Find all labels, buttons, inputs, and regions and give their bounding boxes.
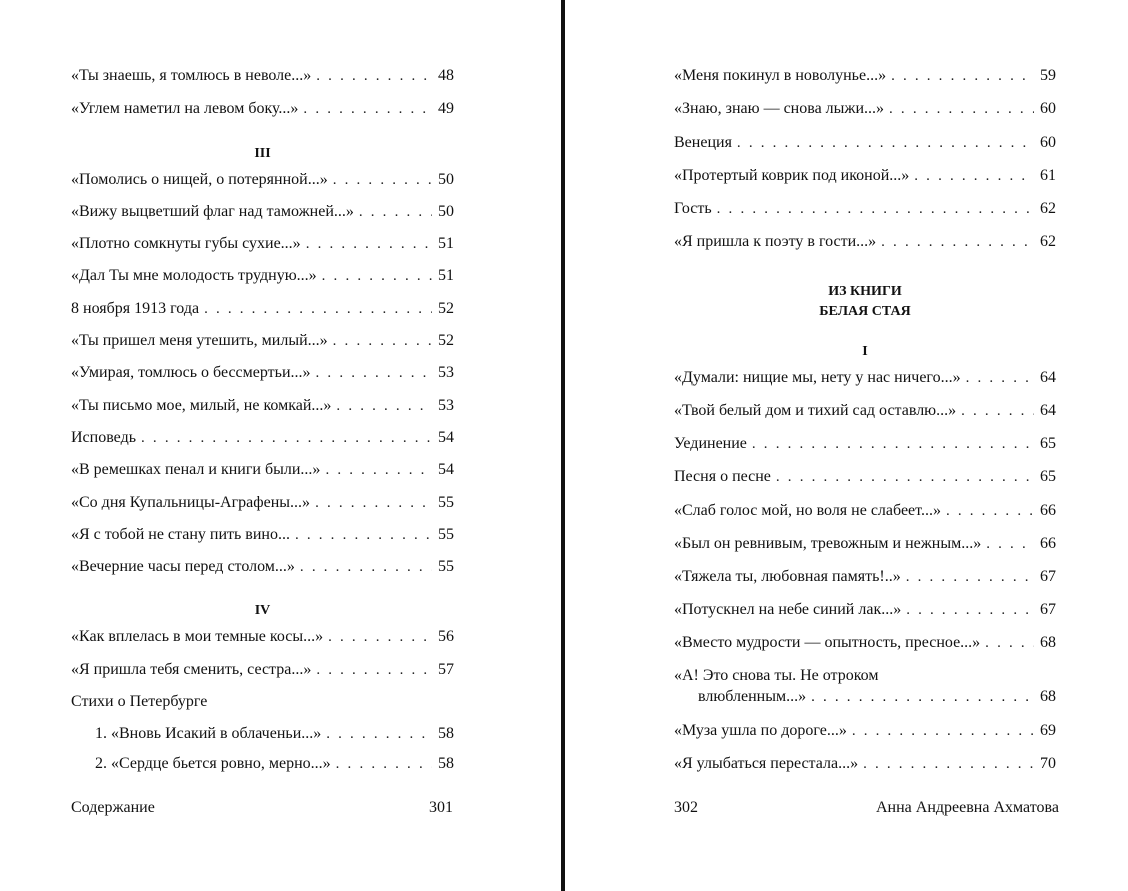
entry-page: 55 bbox=[438, 494, 454, 511]
toc-entry bbox=[71, 361, 454, 383]
toc-entry bbox=[71, 64, 454, 86]
entry-title: «Я пришла к поэту в гости...» bbox=[674, 233, 877, 250]
dot-leader bbox=[906, 567, 1034, 587]
entry-page: 52 bbox=[438, 300, 454, 317]
entry-title: «Умирая, томлюсь о бессмертьи...» bbox=[71, 364, 311, 381]
toc-entry bbox=[71, 168, 454, 190]
section-heading-i: I bbox=[862, 344, 868, 359]
toc-entry bbox=[95, 752, 454, 774]
toc-entry bbox=[71, 523, 454, 545]
entry-title: «Со дня Купальницы-Аграфены...» bbox=[71, 494, 311, 511]
entry-page: 66 bbox=[1040, 535, 1056, 552]
entry-page: 55 bbox=[438, 558, 454, 575]
dot-leader bbox=[889, 99, 1034, 119]
dot-leader bbox=[891, 66, 1034, 86]
book-heading-line1: ИЗ КНИГИ bbox=[828, 284, 902, 299]
entry-title: «Муза ушла по дороге...» bbox=[674, 722, 847, 739]
entry-page: 65 bbox=[1040, 435, 1056, 452]
toc-entry bbox=[674, 631, 1056, 653]
book-spine-divider bbox=[561, 0, 565, 891]
toc-entry bbox=[674, 64, 1056, 86]
dot-leader bbox=[325, 460, 432, 480]
toc-entry bbox=[674, 197, 1056, 219]
entry-page: 50 bbox=[438, 203, 454, 220]
entry-page: 56 bbox=[438, 628, 454, 645]
dot-leader bbox=[316, 363, 432, 383]
entry-title: «Твой белый дом и тихий сад оставлю...» bbox=[674, 402, 957, 419]
entry-title: «Знаю, знаю — снова лыжи...» bbox=[674, 100, 885, 117]
entry-page: 54 bbox=[438, 429, 454, 446]
entry-page: 65 bbox=[1040, 468, 1056, 485]
dot-leader bbox=[336, 396, 432, 416]
toc-entry bbox=[674, 230, 1056, 252]
entry-page: 62 bbox=[1040, 233, 1056, 250]
entry-page: 64 bbox=[1040, 402, 1056, 419]
dot-leader bbox=[333, 331, 432, 351]
toc-entry bbox=[674, 598, 1056, 620]
entry-page: 58 bbox=[438, 755, 454, 772]
entry-page: 55 bbox=[438, 526, 454, 543]
dot-leader bbox=[863, 754, 1034, 774]
dot-leader bbox=[141, 428, 432, 448]
entry-title: «Я пришла тебя сменить, сестра...» bbox=[71, 661, 312, 678]
toc-entry bbox=[71, 625, 454, 647]
dot-leader bbox=[316, 66, 432, 86]
entry-page: 70 bbox=[1040, 755, 1056, 772]
entry-page: 59 bbox=[1040, 67, 1056, 84]
entry-page: 62 bbox=[1040, 200, 1056, 217]
entry-title: «Тяжела ты, любовная память!..» bbox=[674, 568, 901, 585]
group-title: Стихи о Петербурге bbox=[71, 693, 208, 710]
toc-entry bbox=[674, 532, 1056, 554]
entry-title: «Вечерние часы перед столом...» bbox=[71, 558, 295, 575]
dot-leader bbox=[914, 166, 1034, 186]
entry-title: «Ты письмо мое, милый, не комкай...» bbox=[71, 397, 332, 414]
toc-entry bbox=[71, 329, 454, 351]
entry-page: 54 bbox=[438, 461, 454, 478]
entry-title: «Потускнел на небе синий лак...» bbox=[674, 601, 902, 618]
entry-title: Уединение bbox=[674, 435, 747, 452]
toc-entry bbox=[674, 565, 1056, 587]
toc-entry bbox=[71, 458, 454, 480]
toc-entry bbox=[95, 722, 454, 744]
entry-page: 58 bbox=[438, 725, 454, 742]
toc-entry bbox=[674, 164, 1056, 186]
page-number: 302 bbox=[674, 799, 698, 816]
entry-title: «Ты пришел меня утешить, милый...» bbox=[71, 332, 328, 349]
toc-group-title bbox=[71, 690, 454, 712]
toc-entry bbox=[71, 394, 454, 416]
entry-page: 48 bbox=[438, 67, 454, 84]
toc-entry bbox=[674, 97, 1056, 119]
dot-leader bbox=[752, 434, 1034, 454]
dot-leader bbox=[986, 534, 1034, 554]
entry-title: «Думали: нищие мы, нету у нас ничего...» bbox=[674, 369, 961, 386]
dot-leader bbox=[315, 493, 432, 513]
entry-title-line2: влюбленным...» bbox=[698, 688, 807, 705]
entry-page: 67 bbox=[1040, 568, 1056, 585]
dot-leader bbox=[300, 557, 432, 577]
entry-title: «Я улыбаться перестала...» bbox=[674, 755, 859, 772]
section-heading-iv: IV bbox=[254, 603, 271, 618]
entry-page: 68 bbox=[1040, 688, 1056, 705]
right-page bbox=[566, 0, 1128, 891]
entry-title: 8 ноября 1913 года bbox=[71, 300, 200, 317]
dot-leader bbox=[322, 266, 432, 286]
entry-page: 52 bbox=[438, 332, 454, 349]
dot-leader bbox=[946, 501, 1034, 521]
left-page bbox=[0, 0, 562, 891]
toc-entry bbox=[71, 297, 454, 319]
dot-leader bbox=[906, 600, 1034, 620]
toc-entry-wrapped bbox=[674, 665, 1056, 707]
entry-title: Венеция bbox=[674, 134, 732, 151]
entry-page: 49 bbox=[438, 100, 454, 117]
toc-entry bbox=[674, 752, 1056, 774]
toc-entry bbox=[674, 465, 1056, 487]
running-title: Содержание bbox=[71, 799, 155, 816]
entry-title: Песня о песне bbox=[674, 468, 771, 485]
running-title: Анна Андреевна Ахматова bbox=[876, 799, 1059, 816]
entry-title: «Был он ревнивым, тревожным и нежным...» bbox=[674, 535, 982, 552]
dot-leader bbox=[359, 202, 432, 222]
dot-leader bbox=[328, 627, 432, 647]
dot-leader bbox=[811, 687, 1034, 707]
entry-page: 61 bbox=[1040, 167, 1056, 184]
dot-leader bbox=[336, 754, 432, 774]
entry-title-line1: «А! Это снова ты. Не отроком bbox=[674, 667, 879, 684]
toc-entry bbox=[674, 719, 1056, 741]
entry-title: «Плотно сомкнуты губы сухие...» bbox=[71, 235, 301, 252]
toc-entry bbox=[674, 131, 1056, 153]
dot-leader bbox=[966, 368, 1034, 388]
dot-leader bbox=[204, 299, 432, 319]
dot-leader bbox=[303, 99, 432, 119]
entry-page: 64 bbox=[1040, 369, 1056, 386]
entry-page: 60 bbox=[1040, 134, 1056, 151]
entry-line2 bbox=[674, 686, 1056, 707]
entry-page: 68 bbox=[1040, 634, 1056, 651]
entry-title: «Слаб голос мой, но воля не слабеет...» bbox=[674, 502, 941, 519]
entry-title: «Вместо мудрости — опытность, пресное...» bbox=[674, 634, 981, 651]
entry-title: 2. «Сердце бьется ровно, мерно...» bbox=[95, 755, 331, 772]
toc-entry bbox=[71, 232, 454, 254]
toc-entry bbox=[71, 555, 454, 577]
entry-page: 51 bbox=[438, 235, 454, 252]
dot-leader bbox=[717, 199, 1034, 219]
dot-leader bbox=[776, 467, 1034, 487]
dot-leader bbox=[295, 525, 432, 545]
toc-entry bbox=[71, 264, 454, 286]
toc-entry bbox=[71, 97, 454, 119]
dot-leader bbox=[852, 721, 1034, 741]
entry-title: Гость bbox=[674, 200, 712, 217]
entry-title: «Дал Ты мне молодость трудную...» bbox=[71, 267, 317, 284]
entry-title: «Я с тобой не стану пить вино... bbox=[71, 526, 290, 543]
entry-page: 69 bbox=[1040, 722, 1056, 739]
dot-leader bbox=[961, 401, 1034, 421]
entry-page: 53 bbox=[438, 364, 454, 381]
dot-leader bbox=[316, 660, 432, 680]
toc-entry bbox=[674, 366, 1056, 388]
toc-entry bbox=[674, 432, 1056, 454]
book-heading-line2: БЕЛАЯ СТАЯ bbox=[819, 304, 911, 319]
entry-title: Исповедь bbox=[71, 429, 137, 446]
dot-leader bbox=[985, 633, 1034, 653]
entry-page: 51 bbox=[438, 267, 454, 284]
entry-title: «Протертый коврик под иконой...» bbox=[674, 167, 910, 184]
page-number: 301 bbox=[429, 799, 453, 816]
entry-title: «Вижу выцветший флаг над таможней...» bbox=[71, 203, 354, 220]
dot-leader bbox=[737, 133, 1034, 153]
dot-leader bbox=[306, 234, 432, 254]
dot-leader bbox=[326, 724, 432, 744]
entry-page: 66 bbox=[1040, 502, 1056, 519]
entry-title: «Углем наметил на левом боку...» bbox=[71, 100, 299, 117]
entry-page: 50 bbox=[438, 171, 454, 188]
entry-title: «Ты знаешь, я томлюсь в неволе...» bbox=[71, 67, 312, 84]
entry-title: 1. «Вновь Исакий в облаченьи...» bbox=[95, 725, 322, 742]
entry-page: 60 bbox=[1040, 100, 1056, 117]
dot-leader bbox=[881, 232, 1034, 252]
entry-title: «В ремешках пенал и книги были...» bbox=[71, 461, 321, 478]
toc-entry bbox=[71, 426, 454, 448]
entry-title: «Помолись о нищей, о потерянной...» bbox=[71, 171, 328, 188]
dot-leader bbox=[333, 170, 432, 190]
toc-entry bbox=[71, 658, 454, 680]
section-heading-iii: III bbox=[254, 146, 271, 161]
toc-entry bbox=[71, 491, 454, 513]
entry-page: 57 bbox=[438, 661, 454, 678]
entry-title: «Как вплелась в мои темные косы...» bbox=[71, 628, 324, 645]
entry-page: 53 bbox=[438, 397, 454, 414]
entry-page: 67 bbox=[1040, 601, 1056, 618]
toc-entry bbox=[674, 399, 1056, 421]
entry-title: «Меня покинул в новолунье...» bbox=[674, 67, 887, 84]
toc-entry bbox=[674, 499, 1056, 521]
toc-entry bbox=[71, 200, 454, 222]
